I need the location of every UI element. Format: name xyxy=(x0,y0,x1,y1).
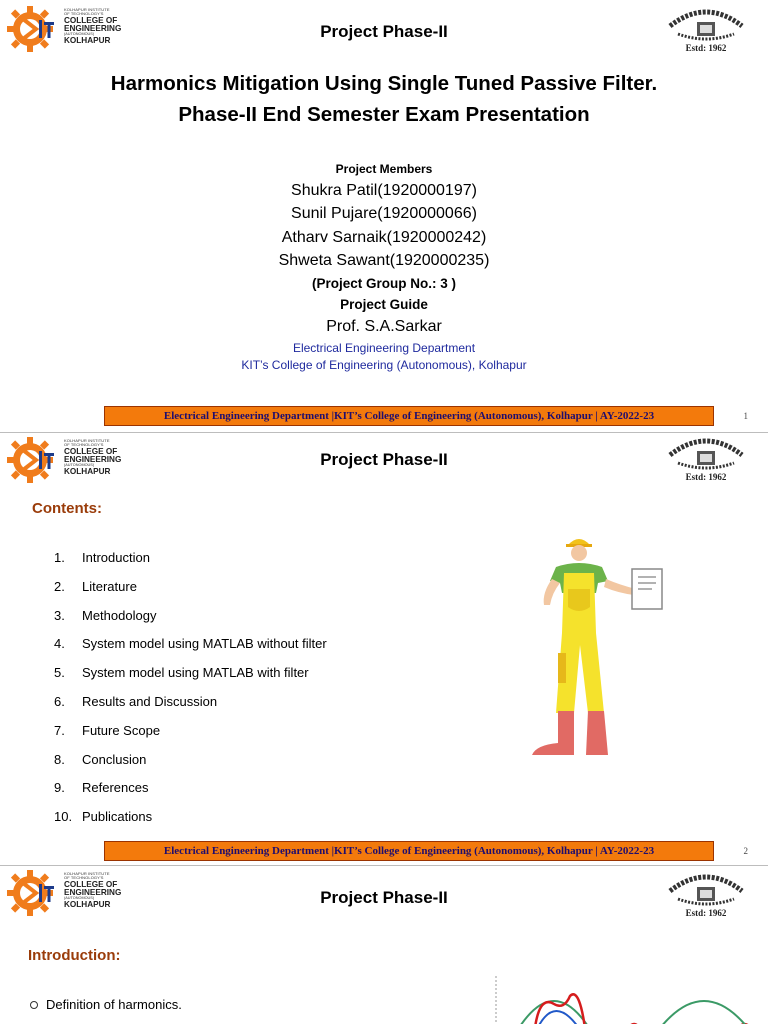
project-group-number: (Project Group No.: 3 ) xyxy=(311,276,456,291)
list-item: 7. Future Scope xyxy=(54,722,161,738)
harmonics-waveform-illustration xyxy=(494,976,768,1024)
logo-line-3: COLLEGE OF xyxy=(64,880,118,889)
list-item: 9. References xyxy=(54,780,149,796)
estd-text: Estd: 1962 xyxy=(685,43,727,53)
logo-line-1: KOLHAPUR INSTITUTE xyxy=(64,438,110,443)
list-item: 1. Introduction xyxy=(54,550,150,565)
list-item: 6. Results and Discussion xyxy=(54,693,218,709)
estd-text: Estd: 1962 xyxy=(685,908,727,918)
department-name: Electrical Engineering Department xyxy=(292,341,476,355)
list-item: 3. Methodology xyxy=(54,607,157,623)
list-item: 2. Literature xyxy=(54,578,137,594)
logo-line-1: KOLHAPUR INSTITUTE xyxy=(64,7,110,12)
college-emblem-icon xyxy=(664,433,748,483)
member-1: Shukra Patil(1920000197) xyxy=(291,182,477,199)
header-title: Project Phase-II xyxy=(320,888,448,907)
introduction-heading: Introduction: xyxy=(28,947,121,964)
logo-line-6: KOLHAPUR xyxy=(64,467,111,477)
header-title: Project Phase-II xyxy=(320,22,448,41)
contents-list xyxy=(54,550,327,838)
footer-bar: Electrical Engineering Department |KIT’s College of Engineering (Autonomous), Kolhapur | AY-2022-23 xyxy=(104,406,714,426)
logo-line-4: ENGINEERING xyxy=(64,24,122,34)
logo-line-6: KOLHAPUR xyxy=(64,36,111,46)
member-2: Sunil Pujare(1920000066) xyxy=(291,205,477,222)
logo-line-5: (AUTONOMOUS) xyxy=(64,463,95,468)
list-item: 4. System model using MATLAB without filter xyxy=(54,636,327,652)
engineer-illustration xyxy=(528,533,668,769)
slide-1 xyxy=(0,0,768,432)
logo-line-4: ENGINEERING xyxy=(64,455,122,465)
list-item: Definition of harmonics. xyxy=(30,997,182,1012)
logo-line-2: OF TECHNOLOGY'S xyxy=(64,11,104,16)
logo-line-3: COLLEGE OF xyxy=(64,447,118,456)
page-number: 2 xyxy=(743,846,748,856)
presentation-title xyxy=(0,68,768,130)
contents-heading: Contents: xyxy=(32,500,102,517)
list-item: 10. Publications xyxy=(54,809,153,825)
members-heading: Project Members xyxy=(335,162,433,176)
logo-line-5: (AUTONOMOUS) xyxy=(64,32,95,37)
page-number: 1 xyxy=(743,411,748,421)
college-name: KIT’s College of Engineering (Autonomous), Kolhapur xyxy=(241,358,527,372)
list-item: 8. Conclusion xyxy=(54,751,147,767)
logo-line-5: (AUTONOMOUS) xyxy=(64,896,95,901)
header-title: Project Phase-II xyxy=(320,450,448,469)
logo-line-2: OF TECHNOLOGY'S xyxy=(64,875,104,880)
guide-name: Prof. S.A.Sarkar xyxy=(326,318,442,335)
logo-line-6: KOLHAPUR xyxy=(64,900,111,910)
title-line-2: Phase-II End Semester Exam Presentation xyxy=(178,103,590,126)
slide-2 xyxy=(0,433,768,865)
estd-text: Estd: 1962 xyxy=(685,472,727,482)
logo-line-4: ENGINEERING xyxy=(64,888,122,898)
member-4: Shweta Sawant(1920000235) xyxy=(278,252,490,269)
title-line-1: Harmonics Mitigation Using Single Tuned Passive Filter. xyxy=(110,72,658,95)
logo-line-1: KOLHAPUR INSTITUTE xyxy=(64,871,110,876)
college-emblem-icon xyxy=(664,4,748,54)
member-3: Atharv Sarnaik(1920000242) xyxy=(281,229,487,246)
logo-line-3: COLLEGE OF xyxy=(64,16,118,25)
college-emblem-icon xyxy=(664,869,748,919)
logo-line-2: OF TECHNOLOGY'S xyxy=(64,442,104,447)
list-item: 5. System model using MATLAB with filter xyxy=(54,665,309,681)
guide-heading: Project Guide xyxy=(340,297,428,312)
slide-3 xyxy=(0,866,768,1024)
bullet-circle-icon xyxy=(30,1001,38,1009)
footer-bar: Electrical Engineering Department |KIT’s College of Engineering (Autonomous), Kolhapur | AY-2022-23 xyxy=(104,841,714,861)
